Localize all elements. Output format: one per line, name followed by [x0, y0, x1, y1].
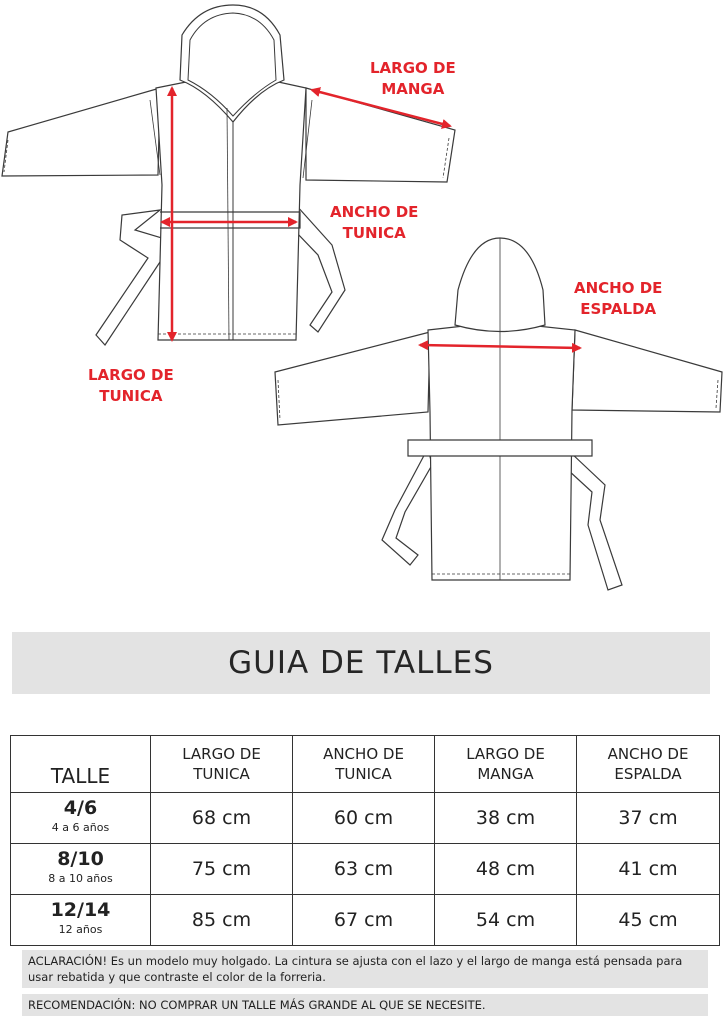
tunic-length-label: [88, 365, 174, 407]
label-line: LARGO DE: [88, 366, 174, 384]
back-width-value: 37 cm: [577, 793, 720, 844]
page-title: GUIA DE TALLES: [12, 632, 710, 694]
size-cell: [11, 844, 151, 895]
size-cell: [11, 895, 151, 946]
sleeve-length-value: 48 cm: [435, 844, 577, 895]
label-line: TUNICA: [99, 387, 163, 405]
label-line: ESPALDA: [580, 300, 657, 318]
back-width-value: 41 cm: [577, 844, 720, 895]
table-header-row: [11, 736, 720, 793]
size-table: [10, 735, 720, 946]
label-line: MANGA: [381, 80, 445, 98]
front-view-drawing: [2, 5, 455, 345]
label-line: ANCHO DE: [574, 279, 663, 297]
tunic-length-value: 68 cm: [151, 793, 293, 844]
age-range: 12 años: [58, 923, 103, 936]
label-line: LARGO DE: [370, 59, 456, 77]
table-row: [11, 793, 720, 844]
size-value: 12/14: [50, 899, 111, 921]
tunic-length-value: 85 cm: [151, 895, 293, 946]
sleeve-length-label: [370, 58, 456, 100]
label-line: ANCHO DE: [330, 203, 419, 221]
header-sleeve-length: LARGO DE MANGA: [435, 736, 577, 793]
label-line: TUNICA: [342, 224, 406, 242]
back-width-value: 45 cm: [577, 895, 720, 946]
header-back-width: ANCHO DE ESPALDA: [577, 736, 720, 793]
size-cell: [11, 793, 151, 844]
sleeve-length-value: 54 cm: [435, 895, 577, 946]
tunic-length-value: 75 cm: [151, 844, 293, 895]
tunic-width-value: 67 cm: [293, 895, 435, 946]
size-value: 8/10: [57, 848, 104, 870]
age-range: 4 a 6 años: [51, 821, 110, 834]
header-tunic-length: LARGO DE TUNICA: [151, 736, 293, 793]
table-row: [11, 895, 720, 946]
size-value: 4/6: [63, 797, 98, 819]
header-tunic-width: ANCHO DE TUNICA: [293, 736, 435, 793]
tunic-width-value: 60 cm: [293, 793, 435, 844]
sleeve-length-value: 38 cm: [435, 793, 577, 844]
table-row: [11, 844, 720, 895]
tunic-width-label: [330, 202, 418, 244]
header-size: TALLE: [11, 736, 151, 793]
clarification-note: ACLARACIÓN! Es un modelo muy holgado. La cintura se ajusta con el lazo y el largo de manga está pensada para usar rebatida y que contraste el color de la forreria.: [22, 950, 708, 988]
age-range: 8 a 10 años: [48, 872, 113, 885]
back-width-label: [574, 278, 662, 320]
tunic-width-value: 63 cm: [293, 844, 435, 895]
recommendation-note: RECOMENDACIÓN: NO COMPRAR UN TALLE MÁS GRANDE AL QUE SE NECESITE.: [22, 994, 708, 1016]
